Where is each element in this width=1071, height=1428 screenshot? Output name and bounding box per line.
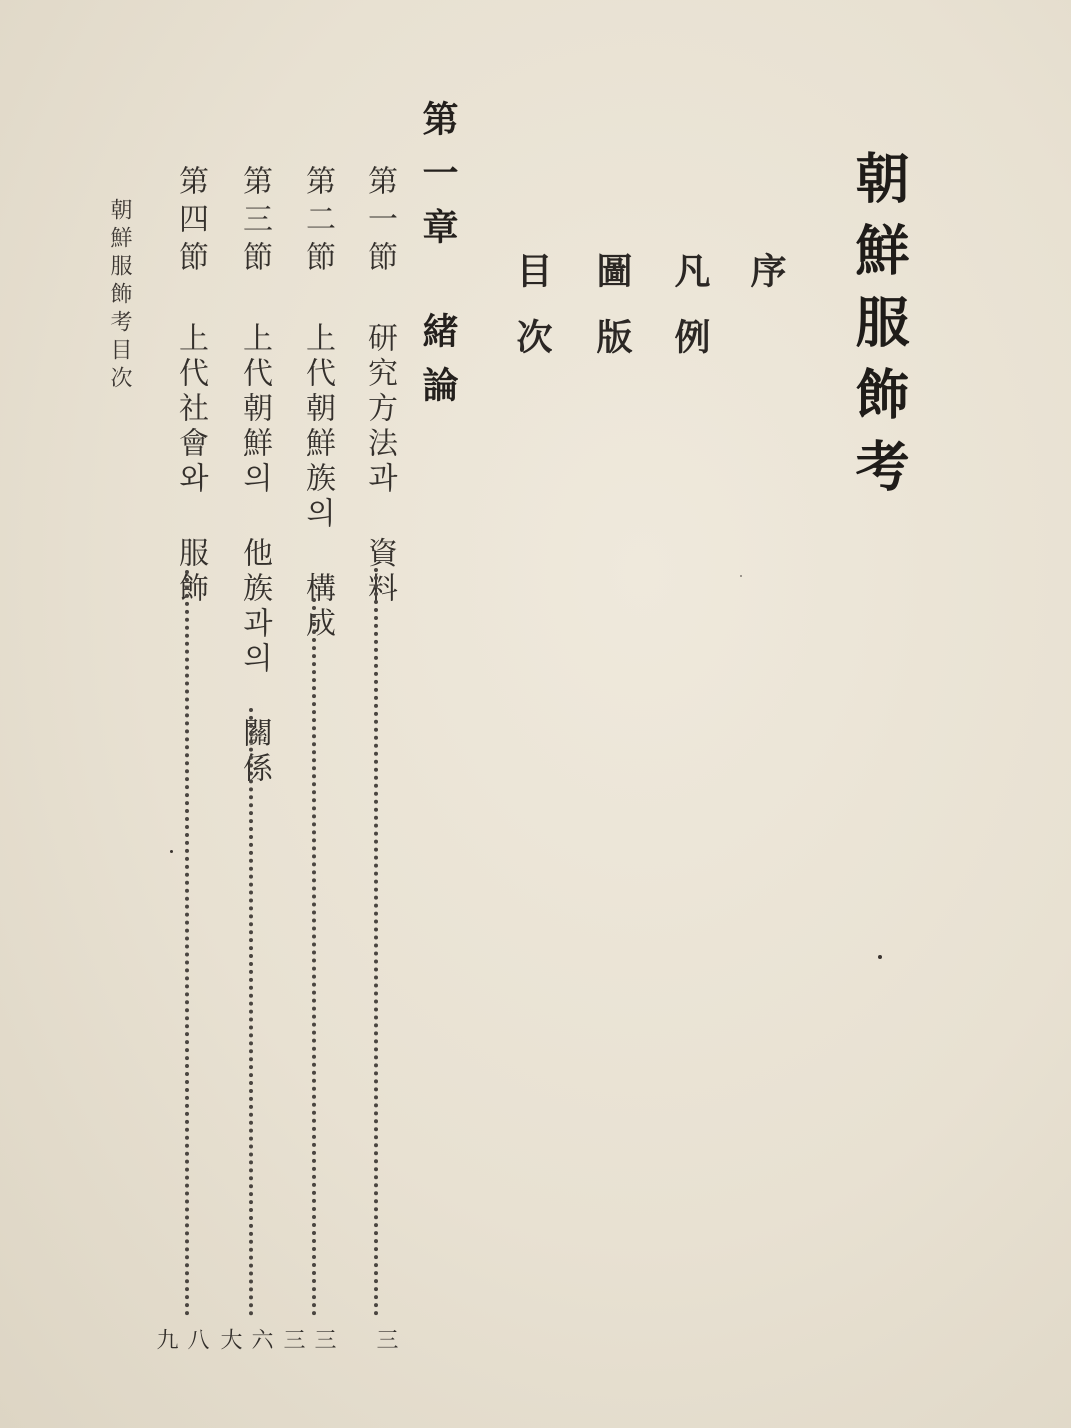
page-number: 六大 xyxy=(217,1328,273,1344)
section-title: 上代朝鮮의 他族과의 關係 xyxy=(237,322,272,787)
book-title: 朝鮮服飾考 xyxy=(847,150,911,510)
toc-entry xyxy=(280,0,343,1344)
chapter-heading xyxy=(417,100,459,420)
section-title: 上代社會와 服飾 xyxy=(173,322,208,607)
dot-leader xyxy=(249,708,253,1316)
page-number: 三 xyxy=(373,1328,398,1344)
paper-speck xyxy=(878,955,882,959)
page-number: 三三 xyxy=(280,1328,336,1344)
toc-entry xyxy=(153,0,216,1344)
dot-leader xyxy=(374,568,378,1316)
dot-leader xyxy=(312,598,316,1316)
front-matter-preface: 序 xyxy=(745,252,787,318)
section-title: 研究方法과 資料 xyxy=(362,322,397,607)
chapter-number: 第一章 xyxy=(417,100,459,262)
dot-leader xyxy=(185,570,189,1316)
chapter-title: 緒論 xyxy=(417,312,459,420)
front-matter-plates: 圖版 xyxy=(591,252,633,384)
section-number: 第一節 xyxy=(362,165,397,279)
section-number: 第三節 xyxy=(237,165,272,279)
toc-entry xyxy=(217,0,280,1344)
section-number: 第四節 xyxy=(173,165,208,279)
page-number: 八九 xyxy=(153,1328,209,1344)
running-header: 朝鮮服飾考目次 xyxy=(107,198,132,394)
toc-entry xyxy=(355,0,405,1344)
paper-speck xyxy=(740,575,742,577)
paper-speck xyxy=(170,850,173,853)
front-matter-contents: 目次 xyxy=(511,252,553,384)
section-number: 第二節 xyxy=(300,165,335,279)
front-matter-explanatory-notes: 凡例 xyxy=(669,252,711,384)
section-title: 上代朝鮮族의 構成 xyxy=(300,322,335,642)
